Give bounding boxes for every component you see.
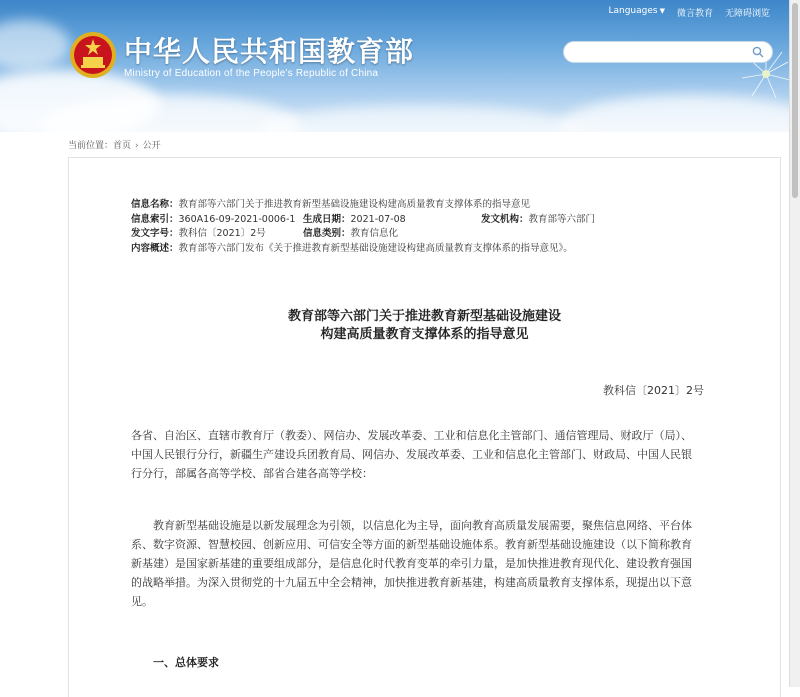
meta-row-name [131, 198, 573, 213]
meta-date-label: 生成日期： [303, 213, 351, 225]
document-title [69, 308, 780, 344]
info-metadata [131, 198, 596, 256]
languages-link[interactable] [608, 6, 665, 19]
meta-row-docno [131, 227, 573, 242]
meta-category-label: 信息类别： [303, 228, 351, 239]
breadcrumb [68, 138, 161, 151]
search-icon[interactable] [752, 46, 764, 58]
breadcrumb-separator: › [135, 141, 139, 151]
weibo-link[interactable]: 微言教育 [676, 9, 713, 19]
meta-docno-label: 发文字号： [131, 228, 179, 239]
cloud-decoration [260, 105, 580, 132]
languages-label: Languages [608, 6, 658, 16]
accessibility-link[interactable]: 无障碍浏览 [724, 9, 770, 19]
document-title-line2: 构建高质量教育支撑体系的指导意见 [320, 327, 529, 342]
meta-row-index [131, 213, 596, 228]
breadcrumb-prefix: 当前位置： [68, 141, 114, 151]
meta-summary-value: 教育部等六部门发布《关于推进教育新型基础设施建设构建高质量教育支撑体系的指导意见》。 [178, 242, 573, 254]
document-title-line1: 教育部等六部门关于推进教育新型基础设施建设 [287, 309, 561, 324]
section-heading: 一、总体要求 [153, 656, 219, 669]
meta-index-label: 信息索引： [131, 213, 179, 225]
meta-row-summary [131, 242, 573, 257]
cloud-decoration [0, 20, 70, 70]
meta-index-value: 360A16-09-2021-0006-1 [178, 213, 296, 225]
document-paragraph: 教育新型基础设施是以新发展理念为引领，以信息化为主导，面向教育高质量发展需要，聚焦信息网络、平台体系、数字资源、智慧校园、创新应用、可信安全等方面的新型基础设施体系。教育新型基础设施建设（以下简称教育新基建）是国家新基建的重要组成部分，是信息化时代教育变革的牵引力量，是加快推进教育现代化、建设教育强国的战略举措。为深入贯彻党的十九届五中全会精神，加快推进教育新基建，构建高质量教育支撑体系，现提出以下意见。 [131, 519, 692, 608]
search-input[interactable] [563, 41, 773, 63]
top-links [608, 6, 770, 19]
breadcrumb-home-link[interactable]: 首页 [113, 141, 132, 151]
meta-category-value: 教育信息化 [350, 228, 399, 239]
site-title: 中华人民共和国教育部 [124, 35, 415, 68]
meta-docno-value: 教科信〔2021〕2号 [178, 228, 266, 239]
vertical-scrollbar[interactable] [789, 0, 800, 687]
site-header [0, 0, 800, 132]
meta-date-value: 2021-07-08 [350, 213, 406, 225]
document-recipients: 各省、自治区、直辖市教育厅（教委）、网信办、发展改革委、工业和信息化主管部门、通信管理局、财政厅（局）、中国人民银行分行，新疆生产建设兵团教育局、网信办、发展改革委、工业和信息化主管部门、财政局、中国人民银行分行，部属各高等学校、部省合建各高等学校： [131, 429, 692, 480]
chevron-down-icon: ▼ [659, 7, 665, 15]
scrollbar-thumb[interactable] [792, 3, 798, 198]
document-number: 教科信〔2021〕2号 [603, 384, 704, 397]
meta-summary-label: 内容概述： [131, 242, 179, 254]
meta-name-label: 信息名称： [131, 199, 179, 210]
meta-org-value: 教育部等六部门 [528, 213, 596, 225]
meta-name-value: 教育部等六部门关于推进教育新型基础设施建设构建高质量教育支撑体系的指导意见 [178, 199, 531, 210]
site-subtitle: Ministry of Education of the People's Republic of China [124, 68, 379, 79]
meta-org-label: 发文机构： [481, 213, 529, 225]
national-emblem-icon [68, 30, 118, 80]
content-panel [68, 157, 781, 697]
breadcrumb-current-link[interactable]: 公开 [142, 141, 161, 151]
